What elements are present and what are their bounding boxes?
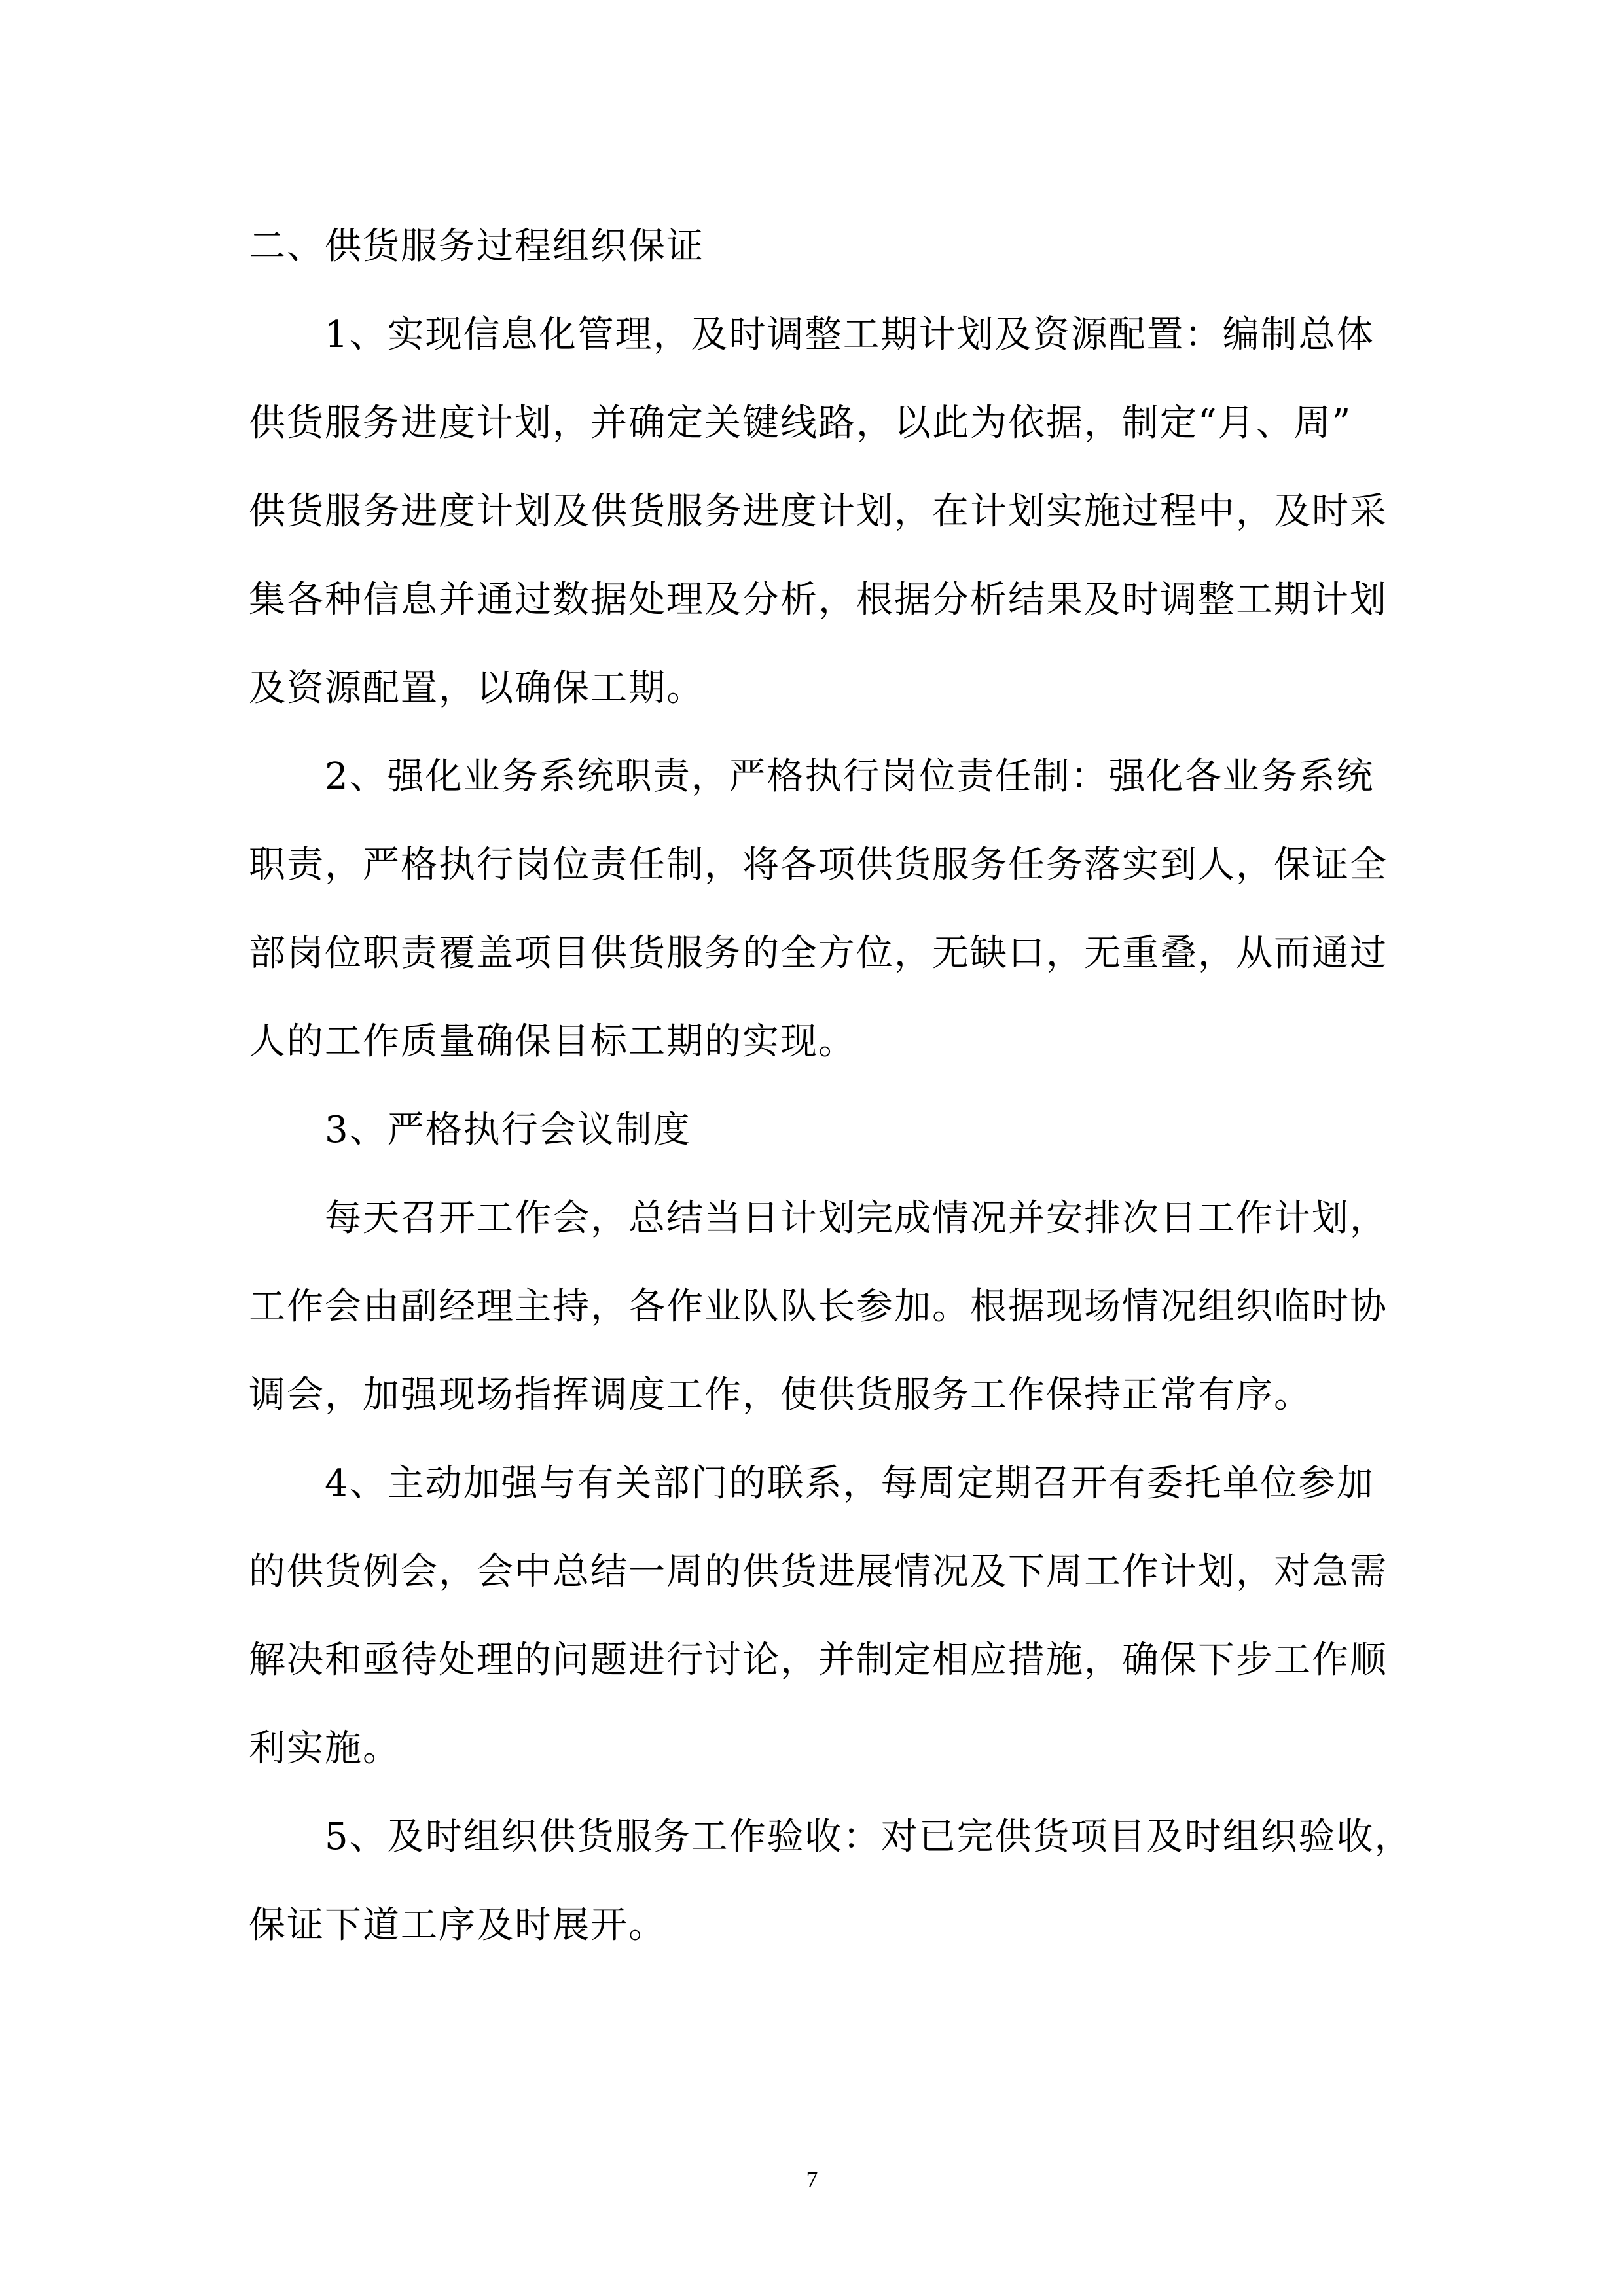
paragraph-line: 2、强化业务系统职责，严格执行岗位责任制：强化各业务系统 bbox=[325, 755, 1375, 798]
paragraph-line: 解决和亟待处理的问题进行讨论，并制定相应措施，确保下步工作顺 bbox=[249, 1639, 1388, 1681]
paragraph-line: 职责，严格执行岗位责任制，将各项供货服务任务落实到人，保证全 bbox=[249, 844, 1388, 886]
paragraph-3 bbox=[249, 1086, 1388, 1174]
paragraph-line: 3、严格执行会议制度 bbox=[325, 1109, 691, 1151]
paragraph-5 bbox=[249, 1439, 1388, 1793]
paragraph-line: 的供货例会，会中总结一周的供货进展情况及下周工作计划，对急需 bbox=[249, 1551, 1388, 1593]
paragraph-line: 调会，加强现场指挥调度工作，使供货服务工作保持正常有序。 bbox=[249, 1374, 1312, 1416]
page-number: 7 bbox=[806, 2166, 818, 2193]
paragraph-line: 4、主动加强与有关部门的联系，每周定期召开有委托单位参加 bbox=[325, 1462, 1375, 1505]
paragraph-line: 人的工作质量确保目标工期的实现。 bbox=[249, 1020, 856, 1063]
paragraph-6 bbox=[249, 1793, 1413, 1969]
paragraph-line: 保证下道工序及时展开。 bbox=[249, 1904, 666, 1946]
paragraph-line: 工作会由副经理主持，各作业队队长参加。根据现场情况组织临时协 bbox=[249, 1285, 1388, 1328]
paragraph-line: 及资源配置，以确保工期。 bbox=[249, 667, 704, 709]
paragraph-line: 供货服务进度计划及供货服务进度计划，在计划实施过程中，及时采 bbox=[249, 490, 1388, 533]
paragraph-line: 1、实现信息化管理，及时调整工期计划及资源配置：编制总体 bbox=[325, 314, 1375, 356]
document-body bbox=[249, 202, 1413, 1969]
paragraph-4 bbox=[249, 1174, 1388, 1439]
paragraph-line: 集各种信息并通过数据处理及分析，根据分析结果及时调整工期计划 bbox=[249, 579, 1388, 621]
paragraph-line: 利实施。 bbox=[249, 1727, 401, 1770]
paragraph-line: 供货服务进度计划，并确定关键线路，以此为依据，制定“月、周” bbox=[249, 402, 1352, 444]
paragraph-line: 5、及时组织供货服务工作验收：对已完供货项目及时组织验收， bbox=[325, 1816, 1413, 1858]
paragraph-1 bbox=[249, 291, 1388, 732]
section-heading: 二、供货服务过程组织保证 bbox=[249, 225, 704, 268]
paragraph-2 bbox=[249, 732, 1388, 1086]
paragraph-line: 部岗位职责覆盖项目供货服务的全方位，无缺口，无重叠，从而通过 bbox=[249, 932, 1388, 975]
paragraph-line: 每天召开工作会，总结当日计划完成情况并安排次日工作计划， bbox=[325, 1197, 1388, 1240]
